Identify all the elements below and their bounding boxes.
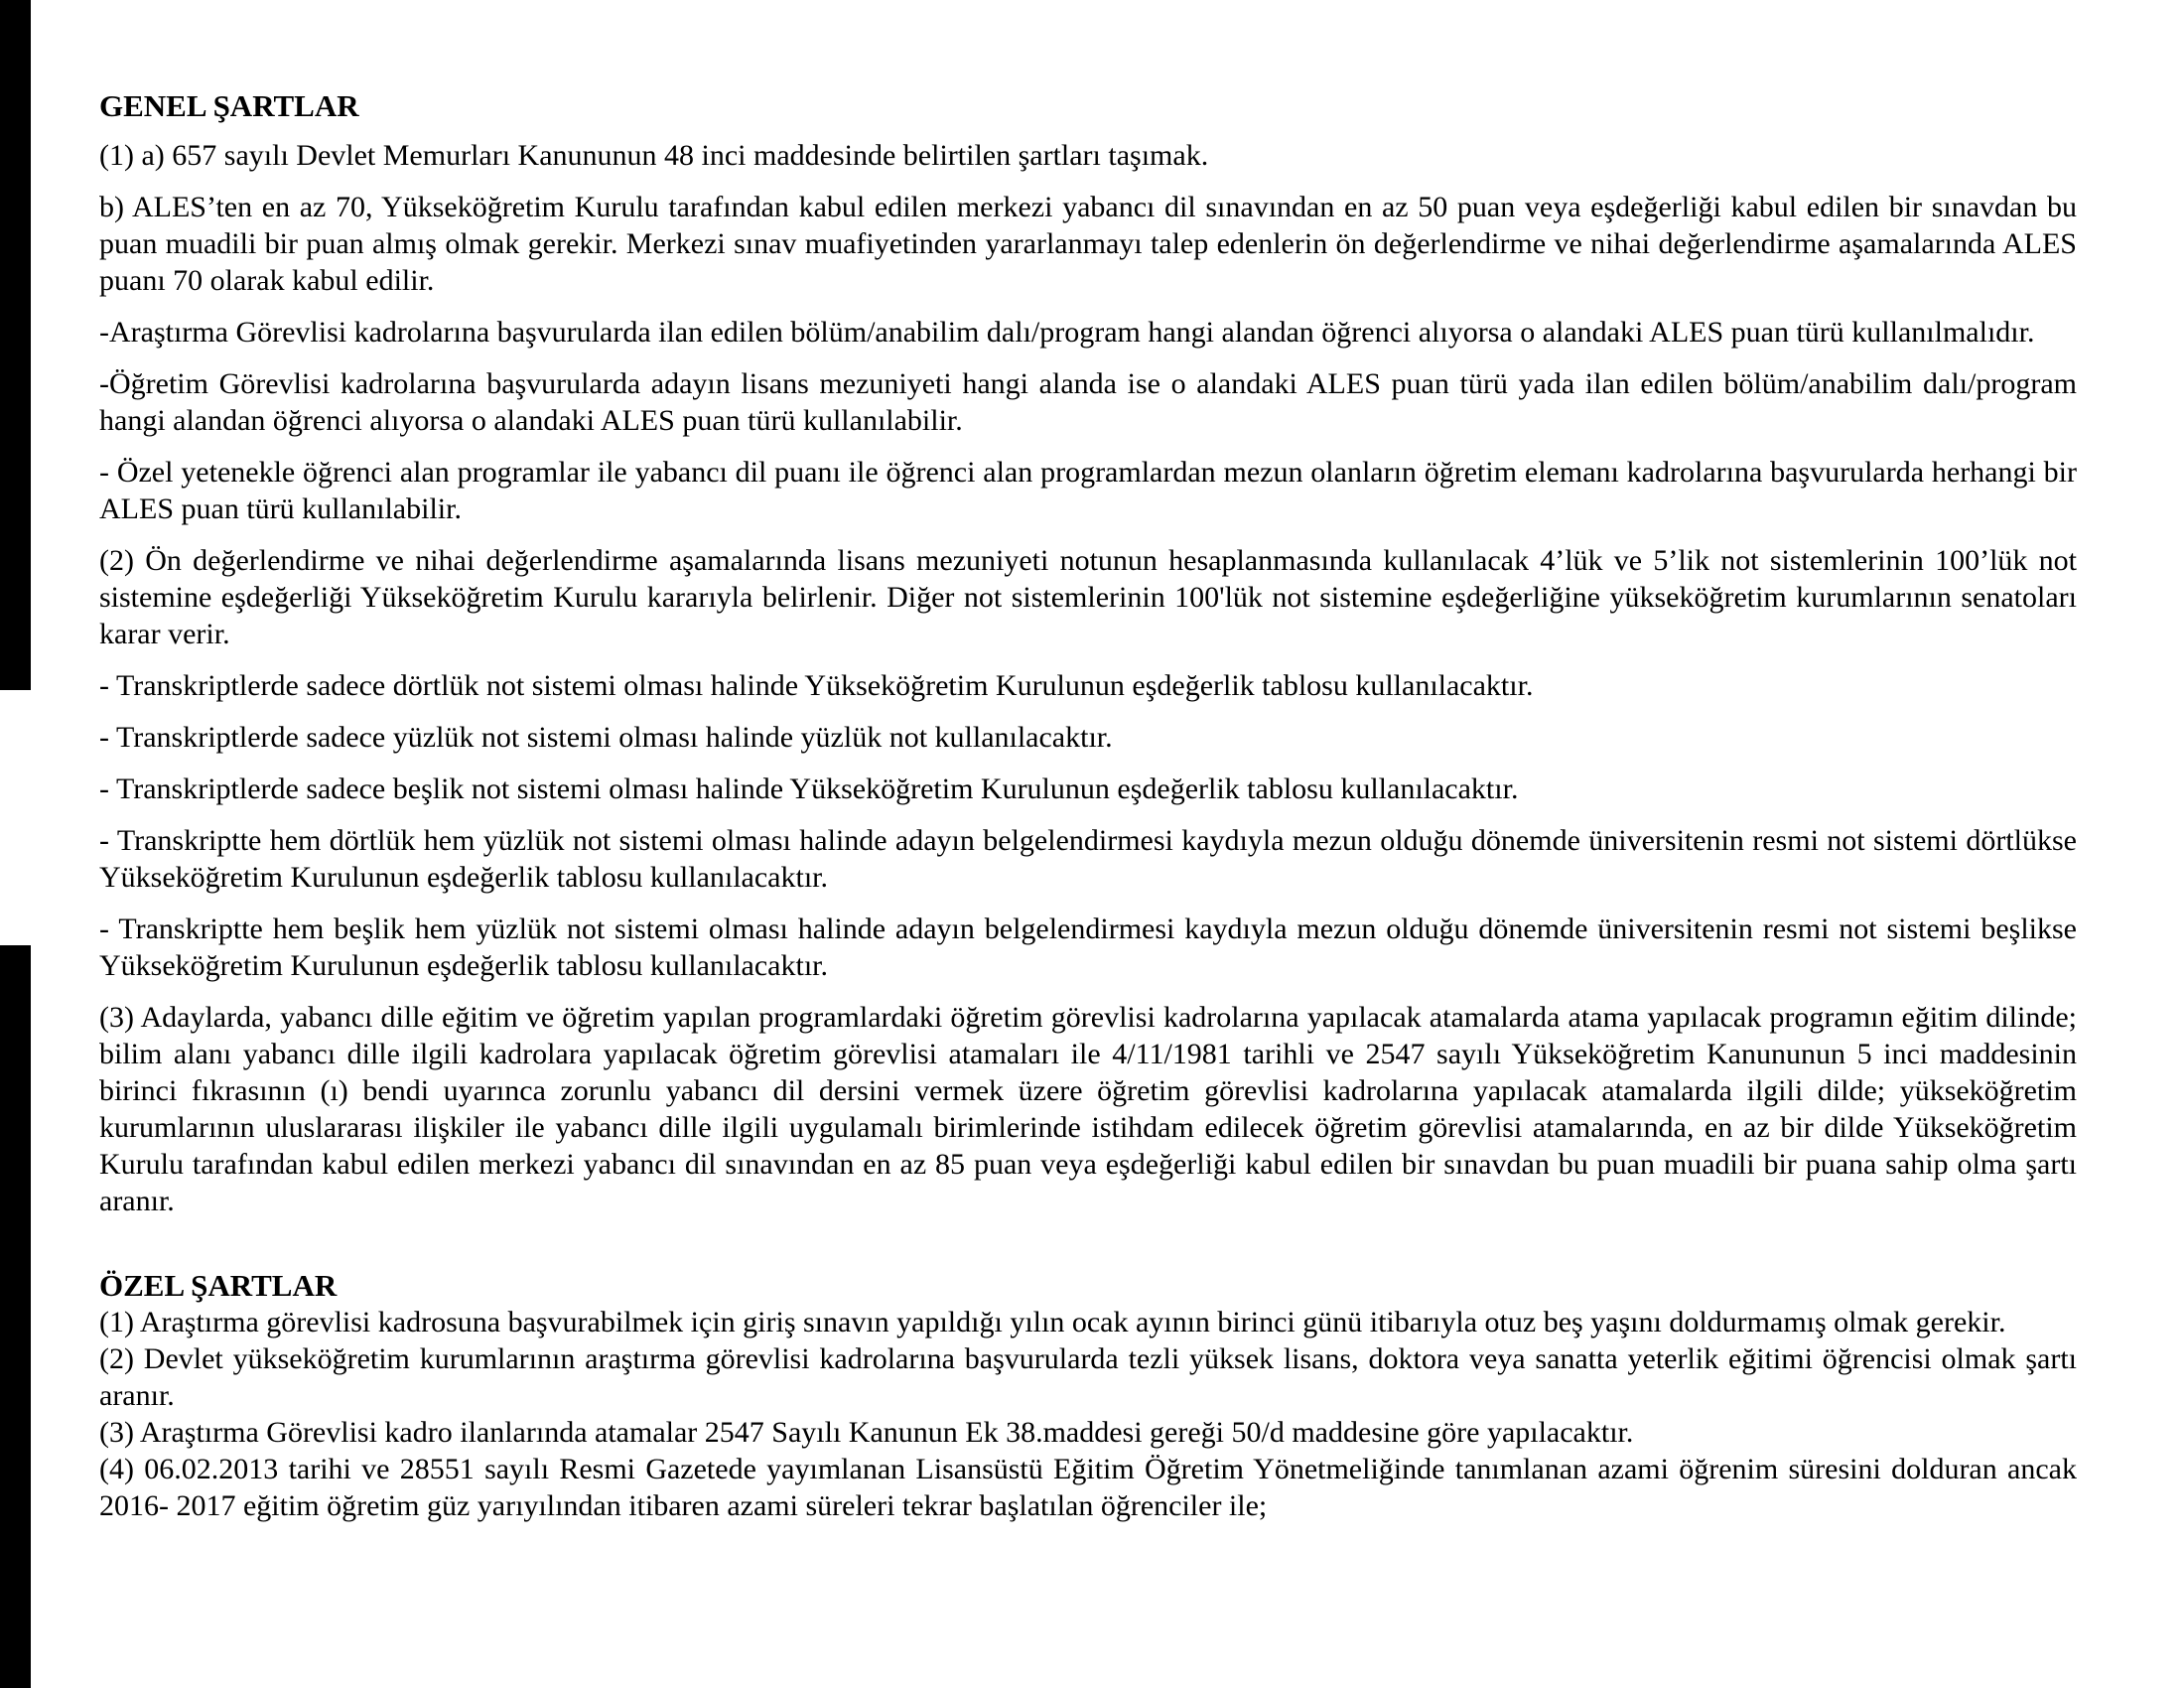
- section-heading-ozel: ÖZEL ŞARTLAR: [99, 1268, 338, 1303]
- paragraph-ozel-1-yas: (1) Araştırma görevlisi kadrosuna başvurabilmek için giriş sınavın yapıldığı yılın ocak ayının birinci günü itibarıyla otuz beş yaşını doldurmamış olmak gerekir.: [99, 1306, 2006, 1338]
- scan-edge-artifact-top: [0, 0, 31, 690]
- paragraph-2-not-sistemi: (2) Ön değerlendirme ve nihai değerlendirme aşamalarında lisans mezuniyeti notunun hesaplanmasında kullanılacak 4’lük ve 5’lik not sistemlerinin 100’lük not sistemine eşdeğerliği Yükseköğretim Kurulu kararıyla belirlenir. Diğer not sistemlerinin 100'lük not sistemine eşdeğerliğine yükseköğretim kurumlarının senatoları karar verir.: [99, 544, 2077, 650]
- paragraph-transkript-beslik-yuzluk: - Transkriptte hem beşlik hem yüzlük not sistemi olması halinde adayın belgelendirmesi kaydıyla mezun olduğu dönemde üniversitenin resmi not sistemi beşlikse Yükseköğretim Kurulunun eşdeğerlik tablosu kullanılacaktır.: [99, 913, 2077, 982]
- paragraph-transkript-dortluk: - Transkriptlerde sadece dörtlük not sistemi olması halinde Yükseköğretim Kurulunun eşdeğerlik tablosu kullanılacaktır.: [99, 669, 1534, 702]
- scan-edge-artifact-bottom: [0, 945, 31, 1688]
- paragraph-ozel-2-lisansustu: (2) Devlet yükseköğretim kurumlarının araştırma görevlisi kadrolarına başvurularda tezli yüksek lisans, doktora veya sanatta yeterlik eğitimi öğrencisi olmak şartı aranır.: [99, 1342, 2077, 1412]
- section-genel-sartlar: [99, 87, 2077, 1219]
- section-heading-genel: GENEL ŞARTLAR: [99, 88, 359, 123]
- paragraph-1b: b) ALES’ten en az 70, Yükseköğretim Kurulu tarafından kabul edilen merkezi yabancı dil sınavından en az 50 puan veya eşdeğerliği kabul edilen bir sınavdan bu puan muadili bir puan almış olmak gerekir. Merkezi sınav muafiyetinden yararlanmayı talep edenlerin ön değerlendirme ve nihai değerlendirme aşamalarında ALES puanı 70 olarak kabul edilir.: [99, 191, 2077, 297]
- paragraph-ozel-3-atama: (3) Araştırma Görevlisi kadro ilanlarında atamalar 2547 Sayılı Kanunun Ek 38.maddesi gereği 50/d maddesine göre yapılacaktır.: [99, 1416, 1634, 1449]
- paragraph-3-yabanci-dil: (3) Adaylarda, yabancı dille eğitim ve öğretim yapılan programlardaki öğretim görevlisi kadrolarına yapılacak atamalarda atama yapılacak programın eğitim dilinde; bilim alanı yabancı dille ilgili kadrolara yapılacak öğretim görevlisi atamaları ile 4/11/1981 tarihli ve 2547 sayılı Yükseköğretim Kanununun 5 inci maddesinin birinci fıkrasının (ı) bendi uyarınca zorunlu yabancı dil dersini vermek üzere öğretim görevlisi kadrolarına yapılacak atamalarda ilgili dilde; yükseköğretim kurumlarının uluslararası ilişkiler ile yabancı dille ilgili uygulamalı birimlerinde istihdam edilecek öğretim görevlisi atamalarında, en az bir dilde Yükseköğretim Kurulu tarafından kabul edilen merkezi yabancı dil sınavından en az 85 puan veya eşdeğerliği kabul edilen bir sınavdan bu puan muadili bir puana sahip olma şartı aranır.: [99, 1001, 2077, 1217]
- paragraph-ozel-4-azami-sure: (4) 06.02.2013 tarihi ve 28551 sayılı Resmi Gazetede yayımlanan Lisansüstü Eğitim Öğretim Yönetmeliğinde tanımlanan azami öğrenim süresini dolduran ancak 2016- 2017 eğitim öğretim güz yarıyılından itibaren azami süreleri tekrar başlatılan öğrenciler ile;: [99, 1453, 2077, 1522]
- paragraph-ozel-yetenek-ales: - Özel yetenekle öğrenci alan programlar ile yabancı dil puanı ile öğrenci alan programlardan mezun olanların öğretim elemanı kadrolarına başvurularda herhangi bir ALES puan türü kullanılabilir.: [99, 456, 2077, 525]
- paragraph-transkript-dortluk-yuzluk: - Transkriptte hem dörtlük hem yüzlük not sistemi olması halinde adayın belgelendirmesi kaydıyla mezun olduğu dönemde üniversitenin resmi not sistemi dörtlükse Yükseköğretim Kurulunun eşdeğerlik tablosu kullanılacaktır.: [99, 824, 2077, 894]
- paragraph-transkript-beslik: - Transkriptlerde sadece beşlik not sistemi olması halinde Yükseköğretim Kurulunun eşdeğerlik tablosu kullanılacaktır.: [99, 773, 1519, 805]
- paragraph-transkript-yuzluk: - Transkriptlerde sadece yüzlük not sistemi olması halinde yüzlük not kullanılacaktır.: [99, 721, 1113, 754]
- paragraph-1a: (1) a) 657 sayılı Devlet Memurları Kanununun 48 inci maddesinde belirtilen şartları taşımak.: [99, 139, 1209, 172]
- section-ozel-sartlar: [99, 1267, 2077, 1524]
- paragraph-ogretim-gorevlisi-ales: -Öğretim Görevlisi kadrolarına başvurularda adayın lisans mezuniyeti hangi alanda ise o alandaki ALES puan türü yada ilan edilen bölüm/anabilim dalı/program hangi alandan öğrenci alıyorsa o alandaki ALES puan türü kullanılabilir.: [99, 367, 2077, 437]
- document-content: [99, 87, 2077, 1524]
- paragraph-arastirma-gorevlisi-ales: -Araştırma Görevlisi kadrolarına başvurularda ilan edilen bölüm/anabilim dalı/program hangi alandan öğrenci alıyorsa o alandaki ALES puan türü kullanılmalıdır.: [99, 316, 2035, 349]
